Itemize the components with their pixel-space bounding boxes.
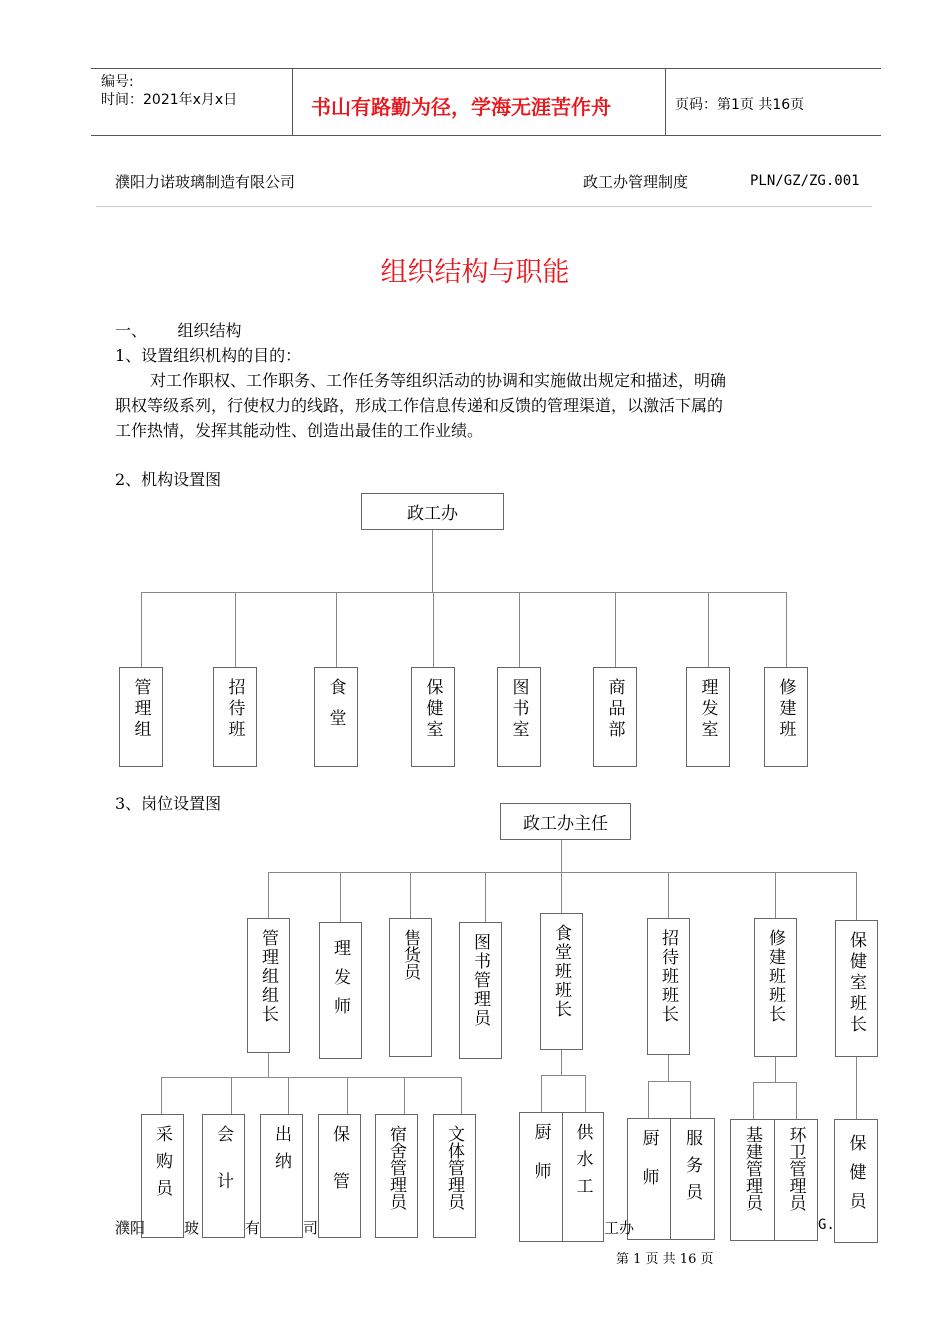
connector: [433, 592, 434, 667]
connector: [340, 872, 341, 922]
post-box: [319, 922, 362, 1059]
connector: [753, 1082, 754, 1119]
post-label: 保健员: [845, 1134, 866, 1221]
org-unit-label: 图书室: [508, 678, 529, 741]
org-unit-box: [497, 667, 541, 767]
connector: [775, 1057, 776, 1082]
post-box: [754, 918, 797, 1057]
post-label: 修建班班长: [765, 929, 785, 1024]
org-unit-label: 管理组: [130, 678, 151, 741]
doc-header-rule: [96, 206, 872, 207]
connector: [231, 1077, 232, 1114]
org-unit-box: [314, 667, 358, 767]
paragraph-line: 职权等级系列，行使权力的线路，形成工作信息传递和反馈的管理渠道，以激活下属的: [115, 396, 724, 415]
connector: [141, 592, 786, 593]
post-label: 供水工: [572, 1123, 593, 1204]
connector: [561, 872, 562, 913]
post-box: [647, 918, 690, 1055]
header-divider: [665, 68, 666, 136]
org-unit-box: [686, 667, 730, 767]
org-unit-box: [411, 667, 455, 767]
connector: [668, 1055, 669, 1081]
org-root-label: 政工办: [407, 504, 458, 524]
post-box: [433, 1114, 476, 1238]
post-box: [730, 1119, 775, 1241]
post-label: 食堂班班长: [551, 924, 571, 1019]
post-box: [835, 920, 878, 1057]
post-label: 文体管理员: [444, 1125, 464, 1210]
post-label: 宿舍管理员: [386, 1125, 406, 1210]
org-unit-label: 理发室: [697, 678, 718, 741]
connector: [336, 592, 337, 667]
connector: [708, 592, 709, 667]
number-label: 编号:: [101, 74, 134, 90]
company-name: 濮阳力诺玻璃制造有限公司: [115, 173, 296, 191]
item-heading: 2、机构设置图: [115, 470, 222, 489]
post-label: 出纳: [271, 1125, 291, 1179]
footer-fragment: 工办: [604, 1219, 635, 1237]
header-top-border: [91, 68, 881, 69]
connector: [161, 1077, 461, 1078]
connector: [404, 1077, 405, 1114]
section-name: 政工办管理制度: [583, 173, 689, 191]
item-heading: 3、岗位设置图: [115, 794, 222, 813]
post-label: 采购员: [152, 1125, 172, 1206]
post-root-label: 政工办主任: [523, 814, 608, 834]
post-box: [519, 1112, 563, 1242]
org-unit-label: 商品部: [604, 678, 625, 741]
post-label: 管理组组长: [258, 929, 278, 1024]
post-box: [318, 1114, 361, 1238]
connector: [648, 1081, 690, 1082]
connector: [268, 1053, 269, 1077]
post-label: 服务员: [682, 1129, 702, 1210]
connector: [485, 872, 486, 922]
connector: [775, 872, 776, 918]
connector: [541, 1075, 542, 1112]
connector: [796, 1082, 797, 1119]
connector: [432, 530, 433, 592]
post-box: [375, 1114, 418, 1238]
connector: [786, 592, 787, 667]
org-unit-box: [213, 667, 257, 767]
connector: [519, 592, 520, 667]
org-unit-box: [119, 667, 163, 767]
connector: [268, 872, 857, 873]
connector: [347, 1077, 348, 1114]
post-label: 理发师: [330, 939, 350, 1026]
footer-fragment: 司: [303, 1219, 319, 1237]
post-label: 售货员: [400, 929, 420, 980]
post-label: 保健室班长: [846, 931, 866, 1036]
footer-fragment: 濮阳: [115, 1219, 146, 1237]
connector: [668, 872, 669, 918]
page-label: 页码：第1页 共16页: [675, 97, 805, 113]
post-label: 保管: [329, 1125, 349, 1219]
connector: [161, 1077, 162, 1114]
connector: [856, 872, 857, 920]
post-box: [260, 1114, 303, 1238]
post-box: [670, 1118, 715, 1240]
page-number: 第 1 页 共 16 页: [616, 1252, 714, 1267]
connector: [288, 1077, 289, 1114]
connector: [410, 872, 411, 918]
header-bottom-border: [91, 135, 881, 136]
post-label: 图书管理员: [470, 933, 490, 1028]
post-label: 会计: [213, 1125, 233, 1219]
paragraph-line: 工作热情，发挥其能动性、创造出最佳的工作业绩。: [115, 421, 484, 440]
footer-fragment: G.: [818, 1217, 835, 1233]
header-divider: [292, 68, 293, 136]
connector: [268, 872, 269, 918]
connector: [585, 1075, 586, 1112]
connector: [753, 1082, 796, 1083]
post-label: 厨师: [638, 1129, 659, 1207]
section-heading: 一、 组织结构: [115, 321, 242, 340]
org-unit-label: 修建班: [775, 678, 796, 741]
connector: [235, 592, 236, 667]
connector: [648, 1081, 649, 1118]
post-box: [562, 1112, 604, 1242]
connector: [615, 592, 616, 667]
post-box: [834, 1119, 878, 1243]
org-root-box: [361, 493, 504, 530]
post-label: 基建管理员: [742, 1126, 762, 1211]
time-label: 时间：2021年x月x日: [101, 92, 238, 108]
connector: [141, 592, 142, 667]
connector: [461, 1077, 462, 1114]
post-box: [202, 1114, 245, 1238]
post-root-box: [500, 803, 631, 840]
motto: 书山有路勤为径，学海无涯苦作舟: [311, 95, 611, 119]
footer-fragment: 玻: [184, 1219, 200, 1237]
post-label: 厨师: [530, 1123, 551, 1201]
post-box: [141, 1114, 184, 1238]
post-label: 环卫管理员: [785, 1126, 806, 1211]
org-unit-box: [764, 667, 808, 767]
org-unit-label: 保健室: [422, 678, 443, 741]
post-label: 招待班班长: [658, 929, 678, 1024]
post-box: [774, 1119, 818, 1241]
connector: [561, 840, 562, 872]
paragraph-line: 对工作职权、工作职务、工作任务等组织活动的协调和实施做出规定和描述，明确: [150, 371, 727, 390]
post-box: [540, 913, 583, 1050]
page-title: 组织结构与职能: [380, 257, 570, 288]
doc-code: PLN/GZ/ZG.001: [750, 173, 860, 189]
footer-fragment: 有: [245, 1219, 261, 1237]
org-unit-box: [593, 667, 637, 767]
post-box: [247, 918, 290, 1053]
post-box: [389, 918, 432, 1057]
post-box: [459, 922, 502, 1059]
connector: [690, 1081, 691, 1118]
connector: [856, 1057, 857, 1119]
org-unit-label: 招待班: [224, 678, 245, 741]
item-heading: 1、设置组织机构的目的：: [115, 346, 302, 365]
connector: [541, 1075, 586, 1076]
org-unit-label: 食堂: [325, 678, 346, 740]
connector: [561, 1050, 562, 1075]
